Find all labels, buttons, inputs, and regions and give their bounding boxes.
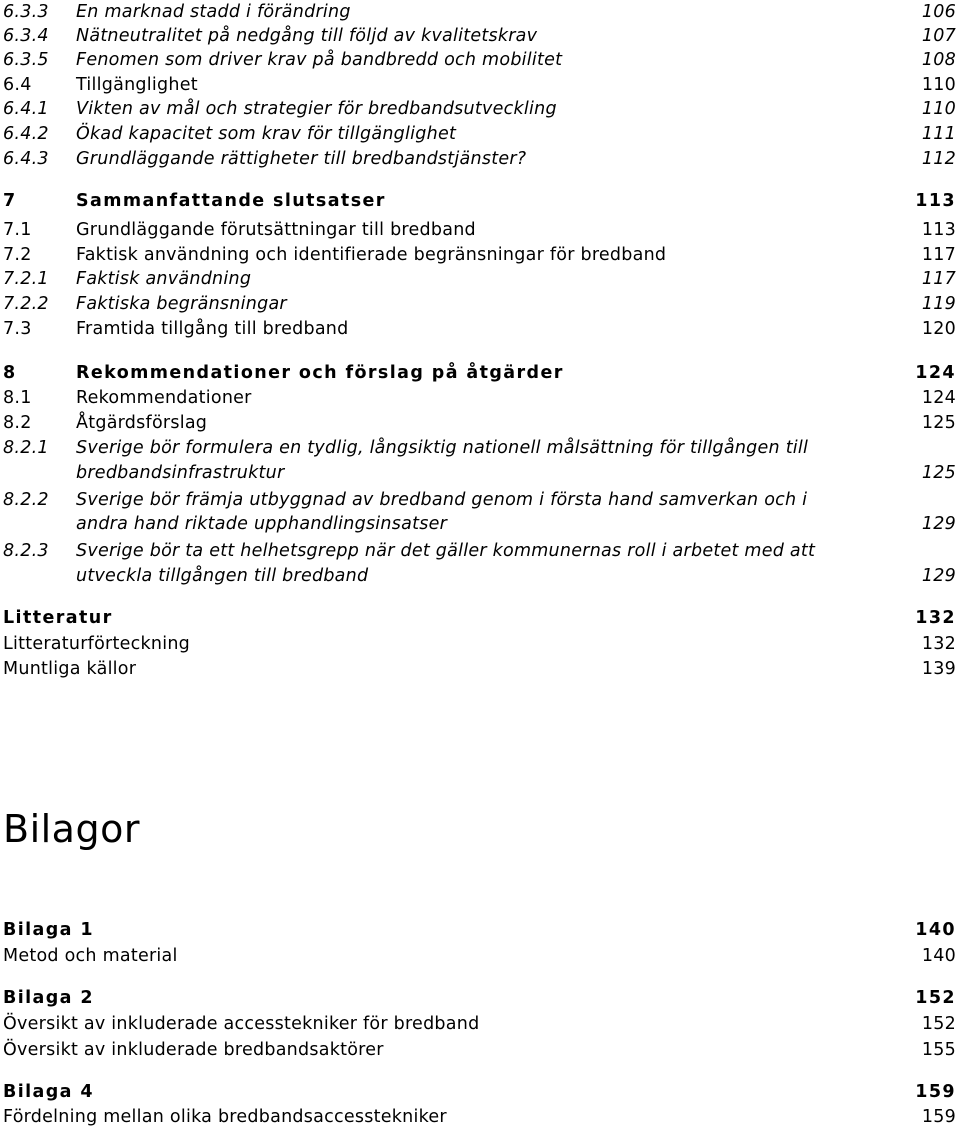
toc-entry-title: Bilaga 4 xyxy=(3,1082,94,1102)
toc-entry-page: 108 xyxy=(921,50,956,70)
toc-entry xyxy=(3,317,956,341)
appendix-title xyxy=(3,1080,956,1104)
toc-entry xyxy=(3,97,956,121)
toc-entry xyxy=(3,147,956,171)
toc-entry xyxy=(3,488,956,512)
toc-entry-page: 120 xyxy=(921,319,956,339)
toc-entry-number: 7.2.2 xyxy=(3,294,49,314)
toc-entry-number: 6.4.3 xyxy=(3,149,49,169)
toc-entry xyxy=(3,1012,956,1036)
toc-entry-page: 132 xyxy=(921,634,956,654)
toc-entry-title: Faktisk användning xyxy=(76,269,252,289)
toc-entry-title: Faktisk användning och identifierade begränsningar för bredband xyxy=(76,245,667,265)
toc-entry-title: Faktiska begränsningar xyxy=(76,294,287,314)
appendices-heading: Bilagor xyxy=(3,807,140,851)
toc-chapter xyxy=(3,606,956,630)
toc-entry xyxy=(3,411,956,435)
toc-entry-page: 112 xyxy=(921,149,956,169)
toc-entry-page: 117 xyxy=(921,269,956,289)
toc-entry-title: Sverige bör främja utbyggnad av bredband genom i första hand samverkan och i xyxy=(76,490,808,510)
toc-entry-number: 8.2 xyxy=(3,413,32,433)
toc-entry-title-continued: andra hand riktade upphandlingsinsatser xyxy=(76,514,448,534)
toc-entry-page: 125 xyxy=(921,463,956,483)
appendix-title xyxy=(3,986,956,1010)
toc-entry-page: 140 xyxy=(915,920,956,940)
toc-entry-page: 106 xyxy=(921,2,956,22)
toc-entry-page: 159 xyxy=(915,1082,956,1102)
toc-entry-title: Metod och material xyxy=(3,946,178,966)
toc-entry-number: 6.3.5 xyxy=(3,50,49,70)
toc-entry-number: 7 xyxy=(3,191,17,211)
toc-entry-title: Bilaga 2 xyxy=(3,988,94,1008)
toc-entry-page: 132 xyxy=(915,608,956,628)
toc-entry-page: 140 xyxy=(921,946,956,966)
appendix-title xyxy=(3,918,956,942)
toc-entry xyxy=(3,1105,956,1129)
toc-entry-title: Nätneutralitet på nedgång till följd av kvalitetskrav xyxy=(76,26,538,46)
toc-entry-title: Rekommendationer xyxy=(76,388,252,408)
toc-entry-page: 159 xyxy=(921,1107,956,1127)
toc-entry-page: 113 xyxy=(921,220,956,240)
toc-entry-number: 6.4.2 xyxy=(3,124,49,144)
toc-entry xyxy=(3,436,956,460)
toc-entry-page: 152 xyxy=(921,1014,956,1034)
toc-entry-page: 117 xyxy=(921,245,956,265)
toc-entry-number: 8.2.3 xyxy=(3,541,49,561)
toc-chapter xyxy=(3,361,956,385)
toc-entry-number: 8.2.1 xyxy=(3,438,49,458)
toc-entry-title: Översikt av inkluderade bredbandsaktörer xyxy=(3,1040,384,1060)
toc-entry-page: 139 xyxy=(921,659,956,679)
toc-entry xyxy=(3,267,956,291)
toc-entry-page: 119 xyxy=(921,294,956,314)
toc-entry-number: 7.3 xyxy=(3,319,32,339)
toc-entry-page: 155 xyxy=(921,1040,956,1060)
toc-entry-page: 125 xyxy=(921,413,956,433)
toc-entry-title: Sverige bör formulera en tydlig, långsiktig nationell målsättning för tillgången till xyxy=(76,438,809,458)
toc-chapter xyxy=(3,189,956,213)
toc-entry-title: Fördelning mellan olika bredbandsaccesstekniker xyxy=(3,1107,447,1127)
toc-entry-number: 7.1 xyxy=(3,220,32,240)
toc-entry-page: 110 xyxy=(921,75,956,95)
toc-entry-title: Grundläggande förutsättningar till bredband xyxy=(76,220,476,240)
toc-entry xyxy=(3,122,956,146)
toc-entry-number: 8.2.2 xyxy=(3,490,49,510)
toc-entry xyxy=(3,0,956,24)
toc-entry-title: Sverige bör ta ett helhetsgrepp när det gäller kommunernas roll i arbetet med att xyxy=(76,541,816,561)
toc-entry-page: 111 xyxy=(921,124,956,144)
toc-entry xyxy=(3,24,956,48)
toc-entry-number: 8.1 xyxy=(3,388,32,408)
toc-entry-title: Litteraturförteckning xyxy=(3,634,191,654)
toc-entry-title: Ökad kapacitet som krav för tillgänglighet xyxy=(76,124,457,144)
toc-entry-number: 6.3.3 xyxy=(3,2,49,22)
toc-entry xyxy=(3,657,956,681)
toc-entry xyxy=(3,632,956,656)
toc-entry-title: Översikt av inkluderade accesstekniker för bredband xyxy=(3,1014,480,1034)
toc-entry-number: 8 xyxy=(3,363,17,383)
toc-entry-title: Åtgärdsförslag xyxy=(76,413,208,433)
toc-entry xyxy=(3,218,956,242)
toc-entry-page: 110 xyxy=(921,99,956,119)
toc-entry-title-continued: bredbandsinfrastruktur xyxy=(76,463,285,483)
toc-entry-page: 113 xyxy=(915,191,956,211)
toc-entry-number: 6.4.1 xyxy=(3,99,49,119)
toc-entry-title: Bilaga 1 xyxy=(3,920,94,940)
toc-entry-page: 129 xyxy=(921,566,956,586)
toc-entry xyxy=(3,1038,956,1062)
toc-entry-number: 6.3.4 xyxy=(3,26,49,46)
toc-entry-title: Muntliga källor xyxy=(3,659,137,679)
toc-entry-page: 152 xyxy=(915,988,956,1008)
toc-entry xyxy=(3,48,956,72)
toc-entry-title: Fenomen som driver krav på bandbredd och mobilitet xyxy=(76,50,563,70)
toc-entry-title: Vikten av mål och strategier för bredbandsutveckling xyxy=(76,99,557,119)
toc-entry-title: Grundläggande rättigheter till bredbandstjänster? xyxy=(76,149,527,169)
toc-entry-title: Sammanfattande slutsatser xyxy=(76,191,386,211)
toc-entry-title: Rekommendationer och förslag på åtgärder xyxy=(76,363,564,383)
toc-entry-page: 124 xyxy=(915,363,956,383)
toc-entry xyxy=(3,243,956,267)
toc-entry-number: 7.2 xyxy=(3,245,32,265)
toc-entry-title: En marknad stadd i förändring xyxy=(76,2,351,22)
toc-entry-page: 124 xyxy=(921,388,956,408)
toc-entry xyxy=(3,73,956,97)
toc-entry-number: 6.4 xyxy=(3,75,32,95)
toc-entry-title: Litteratur xyxy=(3,608,113,628)
toc-entry xyxy=(3,944,956,968)
toc-entry-title-continued: utveckla tillgången till bredband xyxy=(76,566,369,586)
toc-entry-page: 129 xyxy=(921,514,956,534)
toc-entry-page: 107 xyxy=(921,26,956,46)
toc-entry-title: Framtida tillgång till bredband xyxy=(76,319,349,339)
toc-entry xyxy=(3,386,956,410)
toc-entry-number: 7.2.1 xyxy=(3,269,49,289)
toc-entry xyxy=(3,539,956,563)
toc-entry-title: Tillgänglighet xyxy=(76,75,198,95)
toc-entry xyxy=(3,292,956,316)
